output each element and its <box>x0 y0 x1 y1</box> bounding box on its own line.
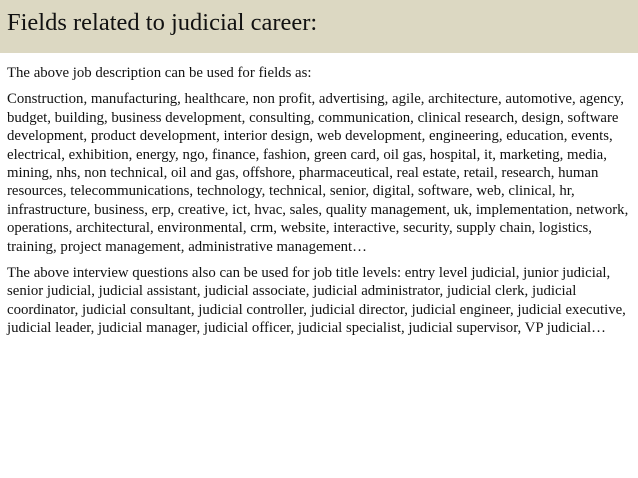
title-bar <box>0 0 638 53</box>
slide-title: Fields related to judicial career: <box>7 9 318 36</box>
slide-body <box>7 64 631 346</box>
fields-paragraph: Construction, manufacturing, healthcare, non profit, advertising, agile, architecture, automotive, agency, budget, building, business development, consulting, communication, clinical research, design, software development, product development, interior design, web development, engineering, education, events, electrical, exhibition, energy, ngo, finance, fashion, green card, oil gas, hospital, it, marketing, media, mining, nhs, non technical, oil and gas, offshore, pharmaceutical, real estate, retail, research, human resources, telecommunications, technology, technical, senior, digital, software, web, clinical, hr, infrastructure, business, erp, creative, ict, hvac, sales, quality management, uk, implementation, network, operations, architectural, environmental, crm, website, interactive, security, supply chain, logistics, training, project management, administrative management… <box>7 91 629 255</box>
intro-text: The above job description can be used for fields as: <box>7 65 312 81</box>
levels-paragraph: The above interview questions also can be used for job title levels: entry level judicial, junior judicial, senior judicial, judicial assistant, judicial associate, judicial administrator, judicial clerk, judicial coordinator, judicial consultant, judicial controller, judicial director, judicial engineer, judicial executive, judicial leader, judicial manager, judicial officer, judicial specialist, judicial supervisor, VP judicial… <box>7 265 626 337</box>
